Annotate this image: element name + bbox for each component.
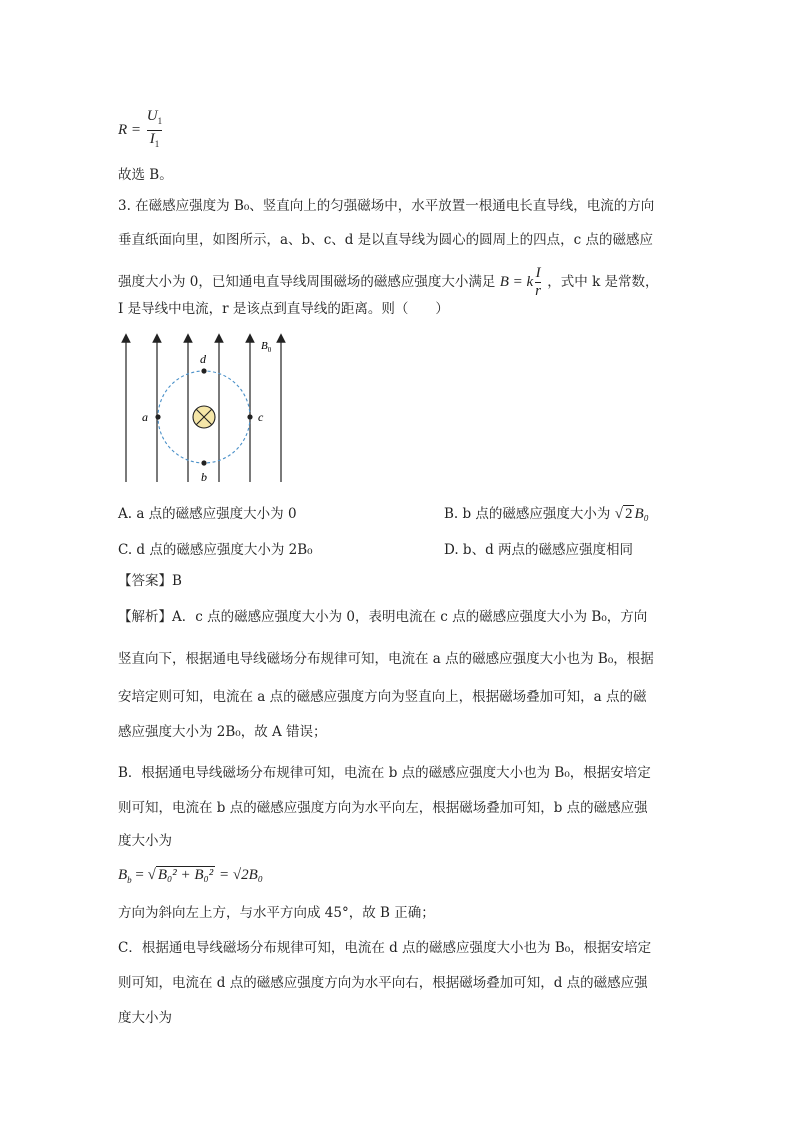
- formula-bb-sub: b: [127, 875, 132, 885]
- analysis-line-4: 感应强度大小为 2B₀，故 A 错误；: [118, 724, 327, 740]
- option-a[interactable]: A. a 点的磁感应强度大小为 0: [118, 506, 297, 522]
- formula-bb-eq: =: [135, 867, 144, 883]
- point-a-dot: [155, 414, 160, 419]
- formula-b-fraction: [535, 265, 541, 300]
- question-line-3: [118, 265, 659, 300]
- wire-into-page-icon: [193, 406, 215, 428]
- option-d[interactable]: D. b、d 两点的磁感应强度相同: [444, 542, 633, 558]
- label-c: c: [258, 410, 264, 424]
- option-b-root: √ 2: [614, 506, 633, 522]
- question-line-4: I 是导线中电流，r 是该点到直导线的距离。则（ ）: [118, 301, 449, 317]
- choose-prev: 故选 B。: [118, 167, 173, 183]
- formula-r: [118, 108, 164, 153]
- magnetic-field-figure: [112, 330, 302, 490]
- formula-r-den: I: [149, 131, 155, 147]
- analysis-c-line-1: C．根据通电导线磁场分布规律可知，电流在 d 点的磁感应强度大小也为 B₀，根据安培定: [118, 940, 652, 956]
- label-b: b: [201, 470, 207, 484]
- label-d: d: [200, 352, 206, 366]
- analysis-b-line-1: B．根据通电导线磁场分布规律可知，电流在 b 点的磁感应强度大小也为 B₀，根据安培定: [118, 765, 651, 781]
- formula-r-den-sub: 1: [154, 139, 160, 149]
- formula-bb-root: √ B₀² + B₀²: [147, 867, 214, 883]
- question-line-1: 3. 在磁感应强度为 B₀、竖直向上的匀强磁场中，水平放置一根通电长直导线，电流的方向: [118, 198, 655, 214]
- option-b-post: B₀: [634, 506, 649, 522]
- analysis-b-line-2: 则可知，电流在 b 点的磁感应强度方向为水平向左，根据磁场叠加可知，b 点的磁感应强: [118, 800, 648, 816]
- analysis-b-line-3: 度大小为: [118, 833, 172, 849]
- question-line-2: 垂直纸面向里，如图所示，a、b、c、d 是以直导线为圆心的圆周上的四点，c 点的磁感应: [118, 232, 654, 248]
- formula-bb-rhs: = √2B₀: [219, 867, 263, 883]
- point-d-dot: [201, 368, 206, 373]
- formula-r-fraction: [147, 108, 162, 153]
- analysis-c-line-2: 则可知，电流在 d 点的磁感应强度方向为水平向右，根据磁场叠加可知，d 点的磁感应强: [118, 975, 648, 991]
- point-c-dot: [247, 414, 252, 419]
- option-c[interactable]: C. d 点的磁感应强度大小为 2B₀: [118, 542, 313, 558]
- formula-bb: [118, 866, 263, 889]
- point-b-dot: [201, 460, 206, 465]
- analysis-line-3: 安培定则可知，电流在 a 点的磁感应强度方向为竖直向上，根据磁场叠加可知，a 点的磁: [118, 689, 647, 705]
- formula-b-num: I: [535, 265, 541, 281]
- analysis-line-1: 【解析】A．c 点的磁感应强度大小为 0，表明电流在 c 点的磁感应强度大小为 B₀，方向: [118, 609, 648, 625]
- field-label: $B_0$: [261, 340, 272, 354]
- question-line-3a: 强度大小为 0，已知通电直导线周围磁场的磁感应强度大小满足: [118, 274, 496, 290]
- formula-b-den: r: [535, 283, 541, 299]
- analysis-c-line-3: 度大小为: [118, 1010, 172, 1026]
- formula-r-num-sub: 1: [157, 116, 163, 126]
- formula-r-lhs: R =: [118, 121, 142, 138]
- label-a: a: [142, 410, 148, 424]
- question-line-3b: ，式中 k 是常数，: [547, 274, 659, 290]
- formula-b-lhs: B = k: [499, 274, 534, 290]
- formula-r-num: U: [146, 108, 158, 124]
- analysis-line-2: 竖直向下，根据通电导线磁场分布规律可知，电流在 a 点的磁感应强度大小也为 B₀，根据: [118, 651, 654, 667]
- answer: 【答案】B: [118, 573, 182, 589]
- formula-bb-lhs: B: [118, 867, 128, 883]
- option-b[interactable]: [444, 505, 649, 523]
- option-b-text: B. b 点的磁感应强度大小为: [444, 506, 615, 522]
- analysis-b-line-4: 方向为斜向左上方，与水平方向成 45°，故 B 正确；: [118, 905, 435, 921]
